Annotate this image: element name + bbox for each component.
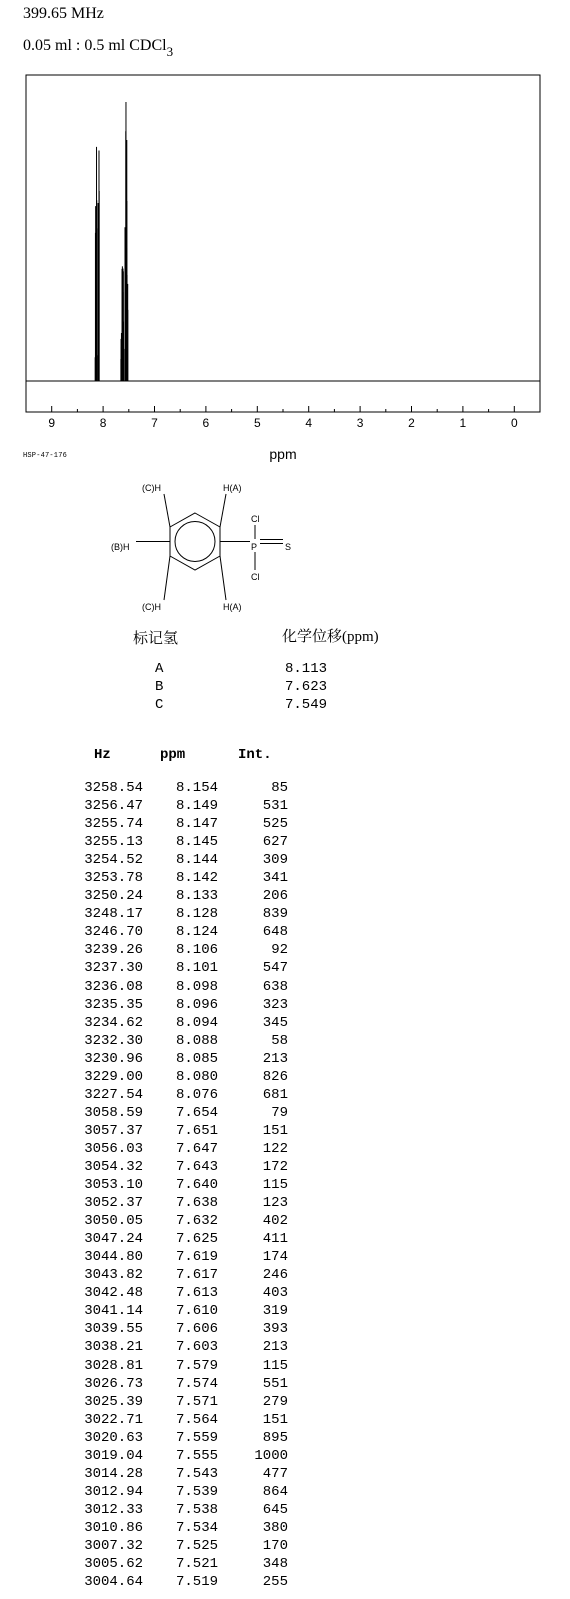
plot-frame — [26, 75, 540, 412]
peak-hz: 3012.94 — [84, 1483, 143, 1500]
peak-ppm: 7.619 — [175, 1249, 218, 1266]
solvent-subscript: 3 — [166, 44, 174, 59]
peak-int: 645 — [262, 1501, 288, 1518]
peak-ppm: 7.564 — [175, 1411, 218, 1428]
peak-int: 206 — [262, 888, 288, 905]
peak-int: 319 — [262, 1303, 288, 1320]
peak-int: 79 — [271, 1104, 288, 1121]
table-row — [0, 1158, 300, 1176]
table-row — [0, 1393, 300, 1411]
peak-ppm: 8.098 — [175, 978, 218, 995]
peak-hz: 3230.96 — [84, 1050, 143, 1067]
label-ha-top: H(A) — [223, 483, 242, 493]
peak-ppm: 8.145 — [175, 834, 218, 851]
table-row — [0, 1194, 300, 1212]
peak-hz: 3227.54 — [84, 1086, 143, 1103]
peak-hz: 3007.32 — [84, 1537, 143, 1554]
peak-hz: 3248.17 — [84, 906, 143, 923]
peak-ppm: 7.654 — [175, 1104, 218, 1121]
peak-ppm: 7.559 — [175, 1429, 218, 1446]
table-row — [0, 1501, 300, 1519]
peak-hz: 3258.54 — [84, 780, 143, 796]
peak-ppm: 8.085 — [175, 1050, 218, 1067]
x-tick-label: 1 — [459, 416, 467, 430]
peak-hz: 3054.32 — [84, 1158, 143, 1175]
label-ha-bottom: H(A) — [223, 602, 242, 612]
peak-hz: 3028.81 — [84, 1357, 143, 1374]
table-row — [0, 959, 300, 977]
table-row — [0, 1086, 300, 1104]
label-cl-bottom: Cl — [251, 572, 260, 582]
peak-int: 638 — [262, 978, 288, 995]
table-row — [0, 1104, 300, 1122]
peak-hz: 3039.55 — [84, 1321, 143, 1338]
peak-ppm: 7.625 — [175, 1231, 218, 1248]
peak-int: 411 — [262, 1231, 288, 1248]
assignment-shift: 7.549 — [285, 697, 328, 713]
peak-hz: 3235.35 — [84, 996, 143, 1013]
peak-int: 839 — [262, 906, 288, 923]
table-row — [0, 1375, 300, 1393]
table-row — [0, 797, 300, 815]
peak-ppm: 7.632 — [175, 1213, 218, 1230]
peak-hz: 3004.64 — [84, 1574, 143, 1591]
peak-ppm: 8.124 — [175, 924, 218, 941]
peak-hz: 3053.10 — [84, 1177, 143, 1194]
bond-a-top — [220, 494, 226, 527]
table-row — [0, 905, 300, 923]
peak-int: 151 — [262, 1122, 288, 1139]
peak-ppm: 8.147 — [175, 816, 218, 833]
table-row — [0, 1338, 300, 1356]
x-tick-label: 4 — [305, 416, 313, 430]
peak-ppm: 8.101 — [175, 960, 218, 977]
table-row — [0, 779, 300, 797]
peak-int: 826 — [262, 1068, 288, 1085]
peak-hz: 3234.62 — [84, 1014, 143, 1031]
peak-hz: 3057.37 — [84, 1122, 143, 1139]
peak-ppm: 8.106 — [175, 942, 218, 959]
peak-layer — [95, 102, 128, 381]
peak-int: 213 — [262, 1339, 288, 1356]
peak-ppm: 8.080 — [175, 1068, 218, 1085]
table-row — [0, 869, 300, 887]
table-row — [0, 1447, 300, 1465]
label-ch-bottom: (C)H — [142, 602, 161, 612]
table-row — [0, 1537, 300, 1555]
peak-hz: 3020.63 — [84, 1429, 143, 1446]
peak-int: 255 — [262, 1574, 288, 1591]
peak-ppm: 7.579 — [175, 1357, 218, 1374]
peak-hz: 3050.05 — [84, 1213, 143, 1230]
peak-ppm: 7.638 — [175, 1195, 218, 1212]
peak-hz: 3232.30 — [84, 1032, 143, 1049]
assignment-row — [150, 696, 350, 714]
peak-hz: 3255.13 — [84, 834, 143, 851]
assignment-shift: 7.623 — [285, 679, 328, 695]
peak-hz: 3026.73 — [84, 1375, 143, 1392]
solvent-main: 0.05 ml : 0.5 ml CDCl — [23, 37, 167, 54]
peak-ppm: 7.651 — [175, 1122, 218, 1139]
peak-ppm: 7.521 — [175, 1556, 218, 1573]
peak-int: 85 — [271, 780, 288, 796]
table-row — [0, 1519, 300, 1537]
peak-hz: 3041.14 — [84, 1303, 143, 1320]
peak-int: 115 — [262, 1357, 288, 1374]
peak-int: 309 — [262, 852, 288, 869]
peak-int: 525 — [262, 816, 288, 833]
peak-hz: 3047.24 — [84, 1231, 143, 1248]
peak-hz: 3014.28 — [84, 1465, 143, 1482]
assignment-row — [150, 678, 350, 696]
peak-int: 213 — [262, 1050, 288, 1067]
table-row — [0, 978, 300, 996]
peak-ppm: 8.133 — [175, 888, 218, 905]
peak-table — [0, 779, 300, 1591]
table-row — [0, 1068, 300, 1086]
peak-ppm: 8.149 — [175, 798, 218, 815]
x-tick-label: 6 — [202, 416, 210, 430]
peak-hz: 3229.00 — [84, 1068, 143, 1085]
bond-c-top — [164, 494, 170, 527]
peak-int: 531 — [262, 798, 288, 815]
peak-ppm: 7.610 — [175, 1303, 218, 1320]
peak-ppm: 8.094 — [175, 1014, 218, 1031]
peak-int: 1000 — [254, 1447, 288, 1464]
sample-code: HSP-47-176 — [23, 452, 68, 460]
peak-int: 648 — [262, 924, 288, 941]
table-row — [0, 1266, 300, 1284]
peak-ppm: 7.617 — [175, 1267, 218, 1284]
peak-ppm: 7.543 — [175, 1465, 218, 1482]
bond-a-bottom — [220, 556, 226, 600]
peak-int: 547 — [262, 960, 288, 977]
spectrometer-frequency: 399.65 MHz — [23, 5, 104, 22]
table-row — [0, 1320, 300, 1338]
peak-hz: 3043.82 — [84, 1267, 143, 1284]
peak-ppm: 7.606 — [175, 1321, 218, 1338]
peak-hz: 3237.30 — [84, 960, 143, 977]
table-row — [0, 815, 300, 833]
table-row — [0, 1357, 300, 1375]
label-ch-top: (C)H — [142, 483, 161, 493]
peak-int: 174 — [262, 1249, 288, 1266]
peak-hz: 3052.37 — [84, 1195, 143, 1212]
table-row — [0, 1555, 300, 1573]
peak-hz: 3250.24 — [84, 888, 143, 905]
peak-table-header-int: Int. — [238, 747, 272, 763]
peak-int: 864 — [262, 1483, 288, 1500]
peak-hz: 3253.78 — [84, 870, 143, 887]
peak-hz: 3058.59 — [84, 1104, 143, 1121]
peak-int: 172 — [262, 1158, 288, 1175]
table-row — [0, 851, 300, 869]
peak-ppm: 7.613 — [175, 1285, 218, 1302]
assignment-label: A — [155, 661, 164, 677]
peak-int: 402 — [262, 1213, 288, 1230]
peak-hz: 3042.48 — [84, 1285, 143, 1302]
x-tick-label: 2 — [408, 416, 415, 430]
table-row — [0, 1014, 300, 1032]
peak-hz: 3010.86 — [84, 1519, 143, 1536]
table-row — [0, 1411, 300, 1429]
assignment-label: C — [155, 697, 164, 713]
aromatic-circle — [175, 522, 215, 562]
peak-int: 477 — [262, 1465, 288, 1482]
peak-int: 151 — [262, 1411, 288, 1428]
peak-ppm: 7.519 — [175, 1574, 218, 1591]
label-cl-top: Cl — [251, 514, 260, 524]
peak-ppm: 7.647 — [175, 1140, 218, 1157]
x-axis-ticks — [48, 406, 518, 430]
assignment-shift: 8.113 — [285, 661, 328, 677]
table-row — [0, 1465, 300, 1483]
label-phosphorus: P — [251, 542, 258, 552]
table-row — [0, 1284, 300, 1302]
table-row — [0, 1176, 300, 1194]
peak-ppm: 8.088 — [175, 1032, 218, 1049]
peak-int: 345 — [262, 1014, 288, 1031]
table-row — [0, 941, 300, 959]
peak-int: 681 — [262, 1086, 288, 1103]
table-row — [0, 1483, 300, 1501]
peak-ppm: 7.525 — [175, 1537, 218, 1554]
peak-int: 246 — [262, 1267, 288, 1284]
table-row — [0, 887, 300, 905]
nmr-spectrum-chart — [0, 0, 570, 470]
table-row — [0, 1032, 300, 1050]
peak-int: 323 — [262, 996, 288, 1013]
peak-ppm: 7.539 — [175, 1483, 218, 1500]
peak-ppm: 7.640 — [175, 1177, 218, 1194]
table-row — [0, 833, 300, 851]
table-row — [0, 1212, 300, 1230]
table-row — [0, 1302, 300, 1320]
peak-hz: 3019.04 — [84, 1447, 143, 1464]
peak-int: 122 — [262, 1140, 288, 1157]
x-tick-label: 7 — [151, 416, 158, 430]
peak-int: 115 — [262, 1177, 288, 1194]
x-axis-label: ppm — [269, 446, 297, 462]
label-bh: (B)H — [111, 542, 130, 552]
peak-hz: 3044.80 — [84, 1249, 143, 1266]
peak-ppm: 7.571 — [175, 1393, 218, 1410]
x-tick-label: 5 — [253, 416, 261, 430]
peak-ppm: 7.555 — [175, 1447, 218, 1464]
peak-int: 393 — [262, 1321, 288, 1338]
assignment-table — [150, 660, 350, 714]
label-sulfur: S — [285, 542, 292, 552]
peak-hz: 3025.39 — [84, 1393, 143, 1410]
peak-hz: 3056.03 — [84, 1140, 143, 1157]
table-row — [0, 996, 300, 1014]
peak-int: 58 — [271, 1032, 288, 1049]
peak-ppm: 8.142 — [175, 870, 218, 887]
bond-c-bottom — [164, 556, 170, 600]
x-tick-label: 9 — [48, 416, 56, 430]
peak-int: 123 — [262, 1195, 288, 1212]
molecule-structure — [100, 482, 320, 618]
peak-ppm: 7.538 — [175, 1501, 218, 1518]
peak-hz: 3254.52 — [84, 852, 143, 869]
peak-ppm: 8.154 — [175, 780, 218, 796]
table-row — [0, 1140, 300, 1158]
peak-ppm: 7.534 — [175, 1519, 218, 1536]
peak-ppm: 8.096 — [175, 996, 218, 1013]
peak-int: 627 — [262, 834, 288, 851]
peak-int: 403 — [262, 1285, 288, 1302]
peak-table-header-hz: Hz — [94, 747, 111, 763]
x-tick-label: 3 — [356, 416, 364, 430]
x-tick-label: 0 — [510, 416, 518, 430]
peak-int: 348 — [262, 1556, 288, 1573]
peak-hz: 3256.47 — [84, 798, 143, 815]
table-row — [0, 1429, 300, 1447]
peak-hz: 3236.08 — [84, 978, 143, 995]
peak-int: 380 — [262, 1519, 288, 1536]
peak-int: 551 — [262, 1375, 288, 1392]
peak-int: 170 — [262, 1537, 288, 1554]
table-row — [0, 1050, 300, 1068]
x-tick-label: 8 — [99, 416, 107, 430]
peak-int: 92 — [271, 942, 288, 959]
peak-hz: 3246.70 — [84, 924, 143, 941]
peak-ppm: 8.144 — [175, 852, 218, 869]
peak-int: 341 — [262, 870, 288, 887]
peak-hz: 3038.21 — [84, 1339, 143, 1356]
peak-ppm: 7.603 — [175, 1339, 218, 1356]
peak-table-header-ppm: ppm — [160, 747, 186, 763]
assignment-label: B — [155, 679, 164, 695]
peak-ppm: 7.643 — [175, 1158, 218, 1175]
peak-hz: 3022.71 — [84, 1411, 143, 1428]
peak-hz: 3005.62 — [84, 1556, 143, 1573]
table-row — [0, 1573, 300, 1591]
peak-ppm: 8.076 — [175, 1086, 218, 1103]
table-row — [0, 1230, 300, 1248]
peak-ppm: 7.574 — [175, 1375, 218, 1392]
table-row — [0, 923, 300, 941]
peak-int: 895 — [262, 1429, 288, 1446]
peak-hz: 3255.74 — [84, 816, 143, 833]
table-row — [0, 1248, 300, 1266]
assignment-header-label: 标记氢 — [133, 631, 179, 647]
peak-hz: 3012.33 — [84, 1501, 143, 1518]
table-row — [0, 1122, 300, 1140]
peak-hz: 3239.26 — [84, 942, 143, 959]
assignment-header-shift: 化学位移(ppm) — [282, 629, 379, 645]
peak-ppm: 8.128 — [175, 906, 218, 923]
assignment-row — [150, 660, 350, 678]
peak-int: 279 — [262, 1393, 288, 1410]
